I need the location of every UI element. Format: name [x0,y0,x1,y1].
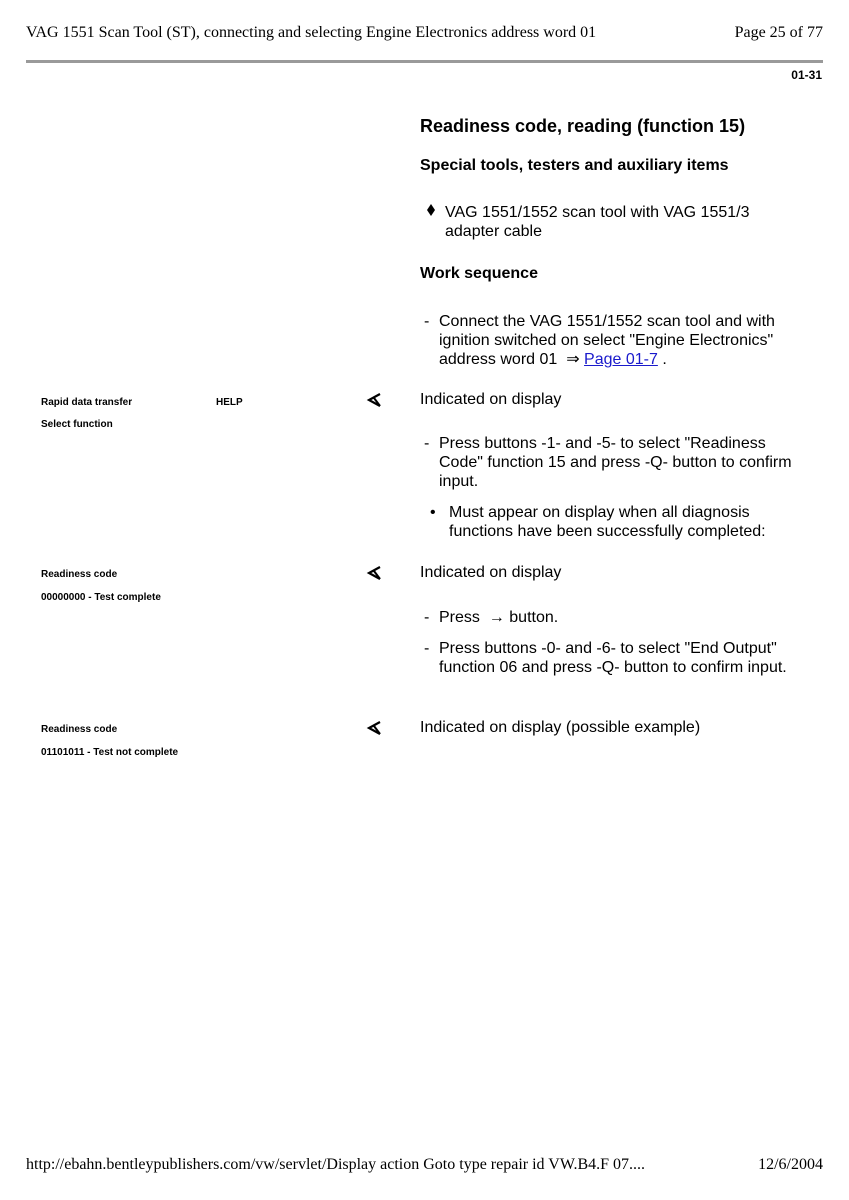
special-tools-heading: Special tools, testers and auxiliary items [420,157,729,174]
step-press-text: Press [439,609,480,626]
display2-line2: 00000000 - Test complete [41,592,161,603]
tool-item-text: VAG 1551/1552 scan tool with VAG 1551/3 adapter cable [445,204,750,240]
indicated-display-2: Indicated on display [420,564,562,581]
indicated-display-1: Indicated on display [420,391,562,408]
dash-bullet: - [424,609,430,626]
header-title: VAG 1551 Scan Tool (ST), connecting and selecting Engine Electronics address word 01 [26,24,597,41]
display3-line1: Readiness code [41,724,118,735]
footer-date: 12/6/2004 [758,1156,823,1173]
dash-bullet: - [424,640,430,657]
diamond-bullet-icon [426,203,445,241]
arrow-right-icon: ⇒ [561,351,585,368]
step-press-arrow [424,608,804,627]
page-footer [26,1156,823,1174]
dash-bullet: - [424,435,430,452]
page-header [26,24,823,42]
note-must-appear [430,503,802,541]
footer-url: http://ebahn.bentleypublishers.com/vw/servlet/Display action Goto type repair id VW.B4.F 07.... [26,1156,646,1173]
display2-line1: Readiness code [41,569,118,580]
step-press-15-text: Press buttons -1- and -5- to select "Readiness Code" function 15 and press -Q- button to confirm input. [439,435,792,490]
step-connect-text: Connect the VAG 1551/1552 scan tool and with ignition switched on select "Engine Electronics" address word 01 [439,313,775,368]
note-must-appear-text: Must appear on display when all diagnosis functions have been successfully completed: [449,504,766,540]
pointer-arrow-icon [366,565,382,581]
step-connect-end: . [662,351,667,368]
step-press-15 [424,434,804,491]
page-01-7-link[interactable]: Page 01-7 [584,351,658,368]
round-bullet-icon: • [430,504,436,521]
page-title: Readiness code, reading (function 15) [420,116,746,136]
right-arrow-key-icon: → [484,609,505,626]
step-press-06 [424,639,804,677]
display1-line2: Select function [41,419,113,430]
step-press-06-text: Press buttons -0- and -6- to select "End Output" function 06 and press -Q- button to confirm input. [439,640,787,676]
display1-line1: Rapid data transfer [41,397,133,408]
dash-bullet: - [424,313,430,330]
step-press-button-text: button. [509,609,559,626]
display1-help: HELP [216,397,243,408]
tool-list-item [426,203,806,241]
page-code: 01-31 [791,68,822,82]
header-rule [26,60,823,63]
pointer-arrow-icon [366,392,382,408]
indicated-display-3: Indicated on display (possible example) [420,719,701,736]
display3-line2: 01101011 - Test not complete [41,747,179,758]
header-page-number: Page 25 of 77 [734,24,823,41]
work-sequence-heading: Work sequence [420,265,538,282]
pointer-arrow-icon [366,720,382,736]
step-connect [424,312,804,369]
